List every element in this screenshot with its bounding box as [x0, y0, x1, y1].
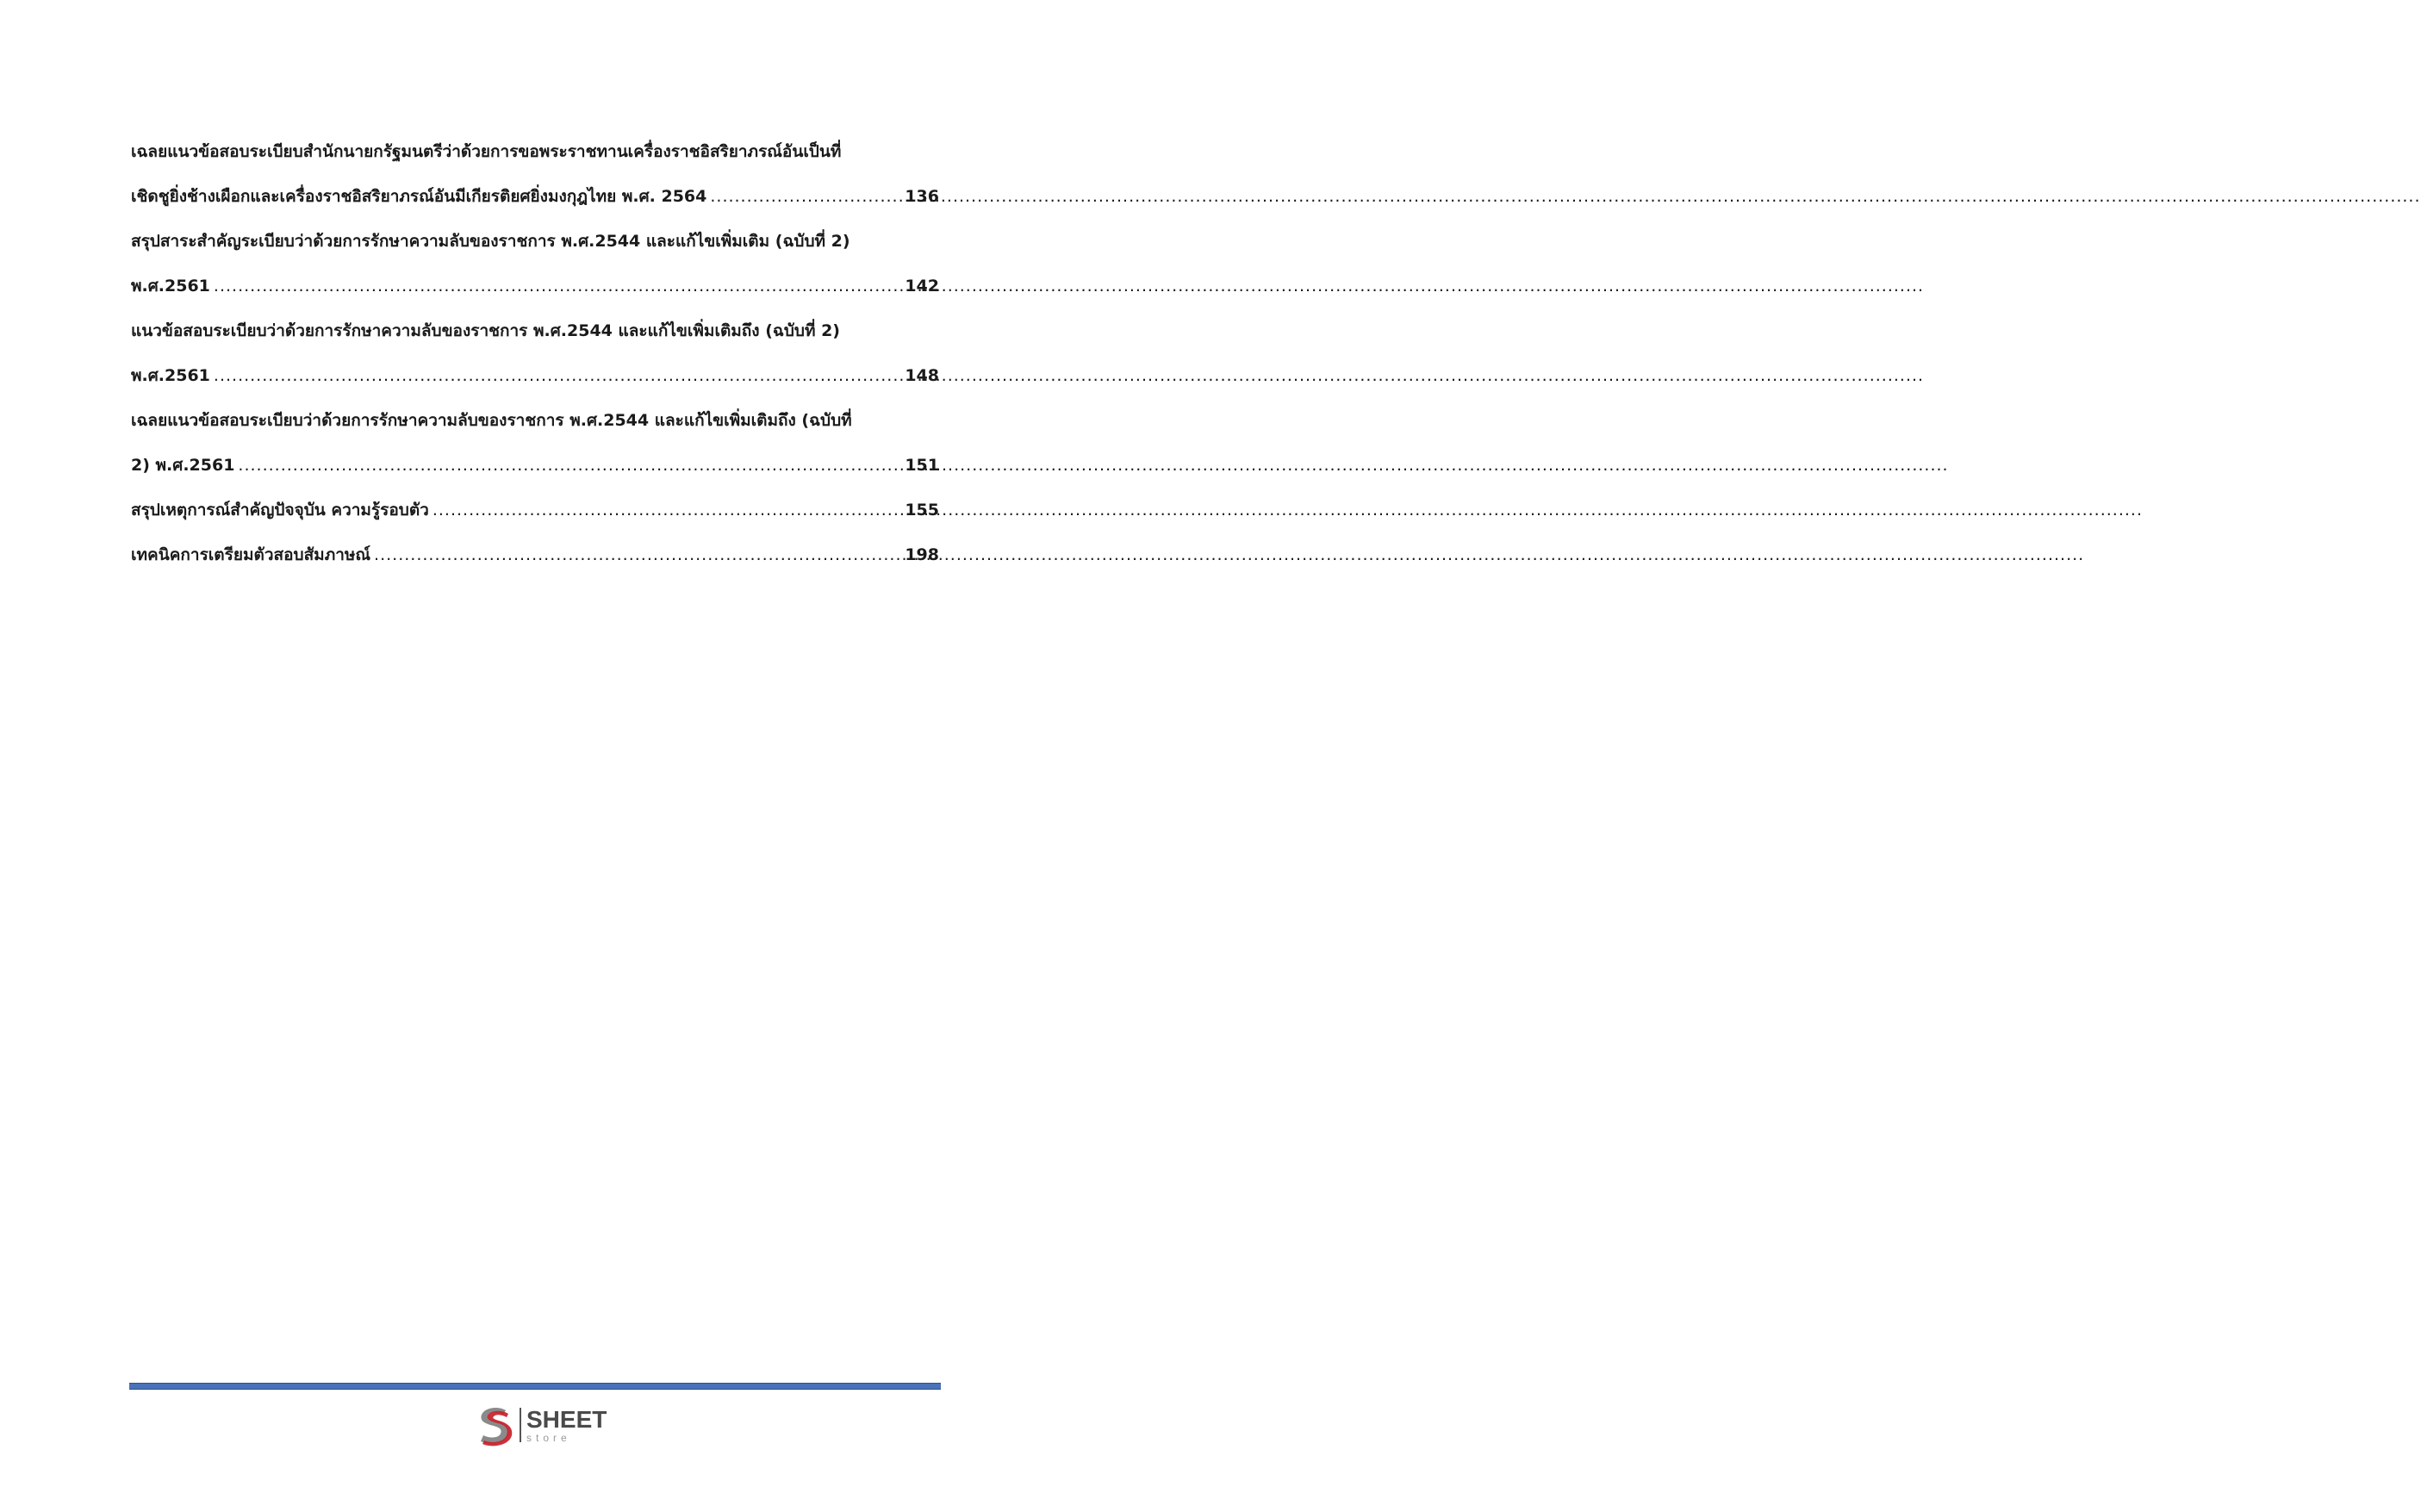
logo-wordmark: SHEET	[526, 1405, 607, 1433]
dot-leader	[238, 443, 901, 488]
toc-page-number: 142	[905, 277, 939, 296]
logo-subtext: store	[526, 1431, 571, 1444]
toc-entry[interactable]	[131, 398, 939, 488]
toc-entry-title-line-2: พ.ศ.2561	[131, 366, 210, 385]
table-of-contents	[131, 129, 939, 577]
toc-entry[interactable]	[131, 488, 939, 532]
dot-leader	[710, 174, 901, 219]
toc-entry-title-line-1: เฉลยแนวข้อสอบระเบียบสำนักนายกรัฐมนตรีว่าด้วยการขอพระราชทานเครื่องราชอิสริยาภรณ์อันเป็นที่	[131, 142, 842, 161]
dot-leader	[433, 488, 901, 532]
logo-divider	[520, 1408, 521, 1442]
toc-entry-title-line-1: เฉลยแนวข้อสอบระเบียบว่าด้วยการรักษาความลับของราชการ พ.ศ.2544 และแก้ไขเพิ่มเติมถึง (ฉบับที่	[131, 411, 852, 430]
toc-entry-title-line-2: เชิดชูยิ่งช้างเผือกและเครื่องราชอิสริยาภรณ์อันมีเกียรติยศยิ่งมงกุฎไทย พ.ศ. 2564	[131, 187, 707, 206]
toc-entry-title-line-1: สรุปสาระสำคัญระเบียบว่าด้วยการรักษาความลับของราชการ พ.ศ.2544 และแก้ไขเพิ่มเติม (ฉบับที่ 2)	[131, 232, 850, 251]
toc-page-number: 151	[905, 456, 939, 475]
dot-leader	[214, 353, 901, 398]
dot-leader	[214, 264, 901, 308]
toc-page-number: 155	[905, 501, 939, 520]
toc-entry[interactable]	[131, 308, 939, 398]
toc-page-number: 198	[905, 545, 939, 564]
toc-entry[interactable]	[131, 532, 939, 577]
toc-page-number: 136	[905, 187, 939, 206]
toc-entry-title: สรุปเหตุการณ์สำคัญปัจจุบัน ความรู้รอบตัว	[131, 501, 429, 520]
toc-entry-title-line-2: พ.ศ.2561	[131, 277, 210, 296]
dot-leader	[374, 532, 901, 577]
toc-entry[interactable]	[131, 129, 939, 219]
sheet-store-s-logo-icon	[473, 1403, 516, 1447]
toc-entry[interactable]	[131, 219, 939, 308]
toc-entry-title: เทคนิคการเตรียมตัวสอบสัมภาษณ์	[131, 545, 371, 564]
toc-page-number: 148	[905, 366, 939, 385]
toc-entry-title-line-1: แนวข้อสอบระเบียบว่าด้วยการรักษาความลับของราชการ พ.ศ.2544 และแก้ไขเพิ่มเติมถึง (ฉบับที่ 2)	[131, 321, 840, 340]
sheet-store-logo	[473, 1401, 628, 1449]
toc-entry-title-line-2: 2) พ.ศ.2561	[131, 456, 235, 475]
footer-rule	[129, 1383, 941, 1390]
